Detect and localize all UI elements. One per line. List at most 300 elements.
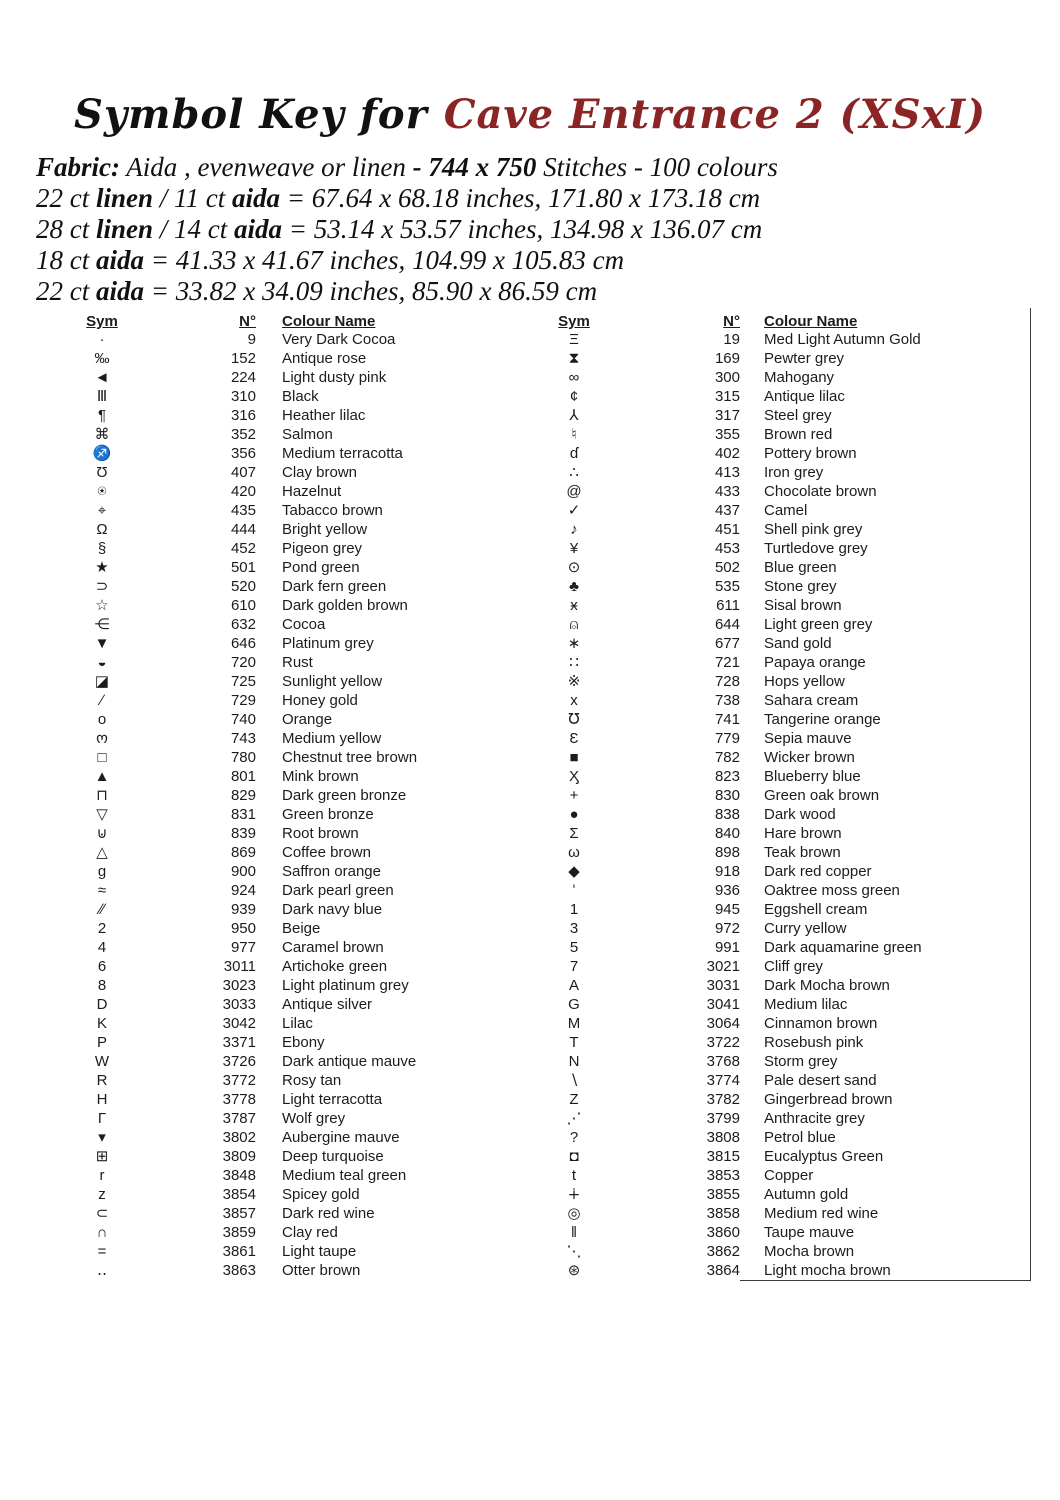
cell-symbol: Σ: [569, 825, 579, 842]
col-header-number: N°: [239, 313, 256, 330]
cell-number: 743: [230, 730, 256, 747]
cell-symbol: ʻ: [572, 882, 576, 899]
table-row: [538, 748, 1031, 767]
table-row: [538, 900, 1031, 919]
cell-number: 677: [714, 635, 740, 652]
cell-colour-name: Rust: [282, 654, 313, 671]
cell-number: 407: [230, 464, 256, 481]
cell-symbol: =: [97, 1243, 107, 1260]
cell-symbol: ▽: [96, 806, 108, 823]
cell-colour-name: Wolf grey: [282, 1110, 346, 1127]
cell-number: 3021: [706, 958, 740, 975]
cell-colour-name: Blue green: [740, 558, 1031, 577]
cell-colour-name: Storm grey: [740, 1052, 1031, 1071]
table-row: [538, 1242, 1031, 1261]
cell-colour-name: Eucalyptus Green: [740, 1147, 1031, 1166]
table-row: [58, 900, 526, 919]
cell-colour-name: Green oak brown: [740, 786, 1031, 805]
cell-number: 452: [230, 540, 256, 557]
table-row: [538, 862, 1031, 881]
cell-symbol: x: [570, 692, 578, 709]
table-row: [538, 368, 1031, 387]
cell-symbol: Γ: [97, 1110, 107, 1127]
cell-symbol: ω: [568, 844, 580, 861]
cell-symbol: ¶: [97, 407, 107, 424]
cell-number: 3774: [706, 1072, 740, 1089]
cell-colour-name: Light platinum grey: [282, 977, 409, 994]
cell-number: 3768: [706, 1053, 740, 1070]
cell-number: 721: [714, 654, 740, 671]
cell-number: 3787: [222, 1110, 256, 1127]
cell-symbol: z: [98, 1186, 106, 1203]
cell-symbol: □: [97, 749, 107, 766]
table-row: [58, 1033, 526, 1052]
cell-colour-name: Stone grey: [740, 577, 1031, 596]
cell-number: 152: [230, 350, 256, 367]
cell-symbol: W: [94, 1053, 110, 1070]
cell-number: 315: [714, 388, 740, 405]
cell-number: 611: [716, 597, 740, 614]
cell-symbol: ◪: [94, 673, 110, 690]
table-row: [58, 1166, 526, 1185]
cell-colour-name: Artichoke green: [282, 958, 388, 975]
cell-symbol: 1: [569, 901, 579, 918]
cell-colour-name: Black: [282, 388, 319, 405]
cell-symbol: 7: [569, 958, 579, 975]
cell-symbol: @: [566, 483, 582, 500]
cell-colour-name: Cinnamon brown: [740, 1014, 1031, 1033]
cell-number: 3862: [706, 1243, 740, 1260]
cell-number: 644: [714, 616, 740, 633]
cell-colour-name: Anthracite grey: [740, 1109, 1031, 1128]
table-row: [538, 425, 1031, 444]
cell-number: 918: [714, 863, 740, 880]
table-row: [538, 1109, 1031, 1128]
cell-symbol: 6: [97, 958, 107, 975]
table-row: [58, 862, 526, 881]
cell-number: 3848: [222, 1167, 256, 1184]
table-row: [538, 1052, 1031, 1071]
table-row: [538, 406, 1031, 425]
title-pattern-name: Cave Entrance 2 (XSxI): [443, 91, 986, 138]
cell-number: 413: [714, 464, 740, 481]
cell-colour-name: Mahogany: [740, 368, 1031, 387]
cell-colour-name: Mocha brown: [740, 1242, 1031, 1261]
table-row: [58, 1185, 526, 1204]
cell-colour-name: Dark pearl green: [282, 882, 394, 899]
table-row: [538, 1033, 1031, 1052]
cell-colour-name: Lilac: [282, 1015, 313, 1032]
table-row: [538, 1090, 1031, 1109]
cell-colour-name: Mink brown: [282, 768, 359, 785]
cell-number: 3863: [222, 1262, 256, 1279]
cell-number: 3042: [222, 1015, 256, 1032]
cell-colour-name: Hops yellow: [740, 672, 1031, 691]
cell-symbol: ⊓: [96, 787, 108, 804]
cell-symbol: §: [97, 540, 107, 557]
cell-colour-name: Dark green bronze: [282, 787, 407, 804]
table-row: [538, 1261, 1031, 1281]
cell-symbol: ∔: [567, 1186, 581, 1203]
table-row: [538, 767, 1031, 786]
table-row: [538, 596, 1031, 615]
cell-colour-name: Honey gold: [282, 692, 358, 709]
cell-symbol: ∞: [568, 369, 580, 386]
table-row: [58, 1261, 526, 1280]
table-row: [58, 1242, 526, 1261]
cell-number: 3778: [222, 1091, 256, 1108]
cell-symbol: ♐: [92, 445, 112, 462]
cell-colour-name: Tangerine orange: [740, 710, 1031, 729]
cell-number: 433: [714, 483, 740, 500]
table-row: [58, 463, 526, 482]
cell-colour-name: Clay brown: [282, 464, 358, 481]
cell-number: 9: [247, 331, 256, 348]
cell-colour-name: Cliff grey: [740, 957, 1031, 976]
table-row: [538, 1204, 1031, 1223]
table-row: [58, 368, 526, 387]
cell-number: 823: [714, 768, 740, 785]
cell-symbol: ⊂: [95, 1205, 109, 1222]
cell-colour-name: Gingerbread brown: [740, 1090, 1031, 1109]
cell-number: 3023: [222, 977, 256, 994]
cell-colour-name: Pale desert sand: [740, 1071, 1031, 1090]
title-prefix: Symbol Key for: [74, 91, 428, 138]
cell-number: 720: [230, 654, 256, 671]
cell-number: 3726: [222, 1053, 256, 1070]
cell-number: 316: [230, 407, 256, 424]
cell-colour-name: Dark red wine: [282, 1205, 375, 1222]
cell-symbol: Ⅲ: [96, 388, 108, 405]
cell-number: 869: [230, 844, 256, 861]
cell-colour-name: Taupe mauve: [740, 1223, 1031, 1242]
cell-number: 831: [230, 806, 256, 823]
cell-symbol: ⌖: [97, 502, 107, 519]
col-header-colour-name: Colour Name: [282, 313, 376, 330]
cell-number: 3782: [706, 1091, 740, 1108]
cell-colour-name: Iron grey: [740, 463, 1031, 482]
cell-symbol: ?: [569, 1129, 579, 1146]
cell-number: 453: [714, 540, 740, 557]
table-row: [58, 748, 526, 767]
cell-symbol: ɗ: [569, 445, 579, 462]
cell-colour-name: Light terracotta: [282, 1091, 383, 1108]
cell-colour-name: Medium yellow: [282, 730, 382, 747]
cell-number: 19: [723, 331, 740, 348]
cell-number: 3861: [222, 1243, 256, 1260]
cell-number: 977: [230, 939, 256, 956]
cell-colour-name: Autumn gold: [740, 1185, 1031, 1204]
cell-symbol: ∕: [100, 692, 104, 709]
cell-colour-name: Shell pink grey: [740, 520, 1031, 539]
cell-number: 741: [714, 711, 740, 728]
cell-colour-name: Sahara cream: [740, 691, 1031, 710]
table-header-row: [58, 308, 526, 330]
fabric-line: Fabric: Aida , evenweave or linen - 744 x 750 Stitches - 100 colours: [36, 152, 778, 182]
table-row: [58, 1223, 526, 1242]
cell-number: 356: [230, 445, 256, 462]
table-row: [538, 501, 1031, 520]
cell-symbol: +: [569, 787, 579, 804]
table-row: [58, 1128, 526, 1147]
cell-number: 355: [714, 426, 740, 443]
cell-number: 451: [714, 521, 740, 538]
cell-number: 502: [714, 559, 740, 576]
table-row: [58, 425, 526, 444]
table-row: [58, 881, 526, 900]
cell-number: 939: [230, 901, 256, 918]
cell-number: 3859: [222, 1224, 256, 1241]
cell-colour-name: Light green grey: [740, 615, 1031, 634]
cell-colour-name: Copper: [740, 1166, 1031, 1185]
cell-symbol: r: [99, 1167, 105, 1184]
cell-symbol: ⊞: [95, 1148, 109, 1165]
cell-symbol: ▲: [94, 768, 110, 785]
table-row: [538, 938, 1031, 957]
cell-symbol: ⊛: [567, 1262, 581, 1280]
cell-number: 300: [714, 369, 740, 386]
cell-colour-name: Antique rose: [282, 350, 367, 367]
cell-number: 728: [714, 673, 740, 690]
table-header-row: [538, 308, 1031, 330]
table-row: [58, 786, 526, 805]
page-title: [0, 92, 1060, 138]
cell-colour-name: Clay red: [282, 1224, 338, 1241]
cell-symbol: ⍝: [569, 616, 579, 633]
table-row: [538, 615, 1031, 634]
cell-colour-name: Medium red wine: [740, 1204, 1031, 1223]
cell-number: 535: [714, 578, 740, 595]
cell-symbol: ∕∕: [99, 901, 105, 918]
cell-symbol: ✓: [567, 502, 581, 519]
cell-number: 3031: [706, 977, 740, 994]
cell-symbol: ◄: [94, 369, 110, 386]
cell-colour-name: Aubergine mauve: [282, 1129, 400, 1146]
cell-colour-name: Light dusty pink: [282, 369, 387, 386]
table-row: [58, 919, 526, 938]
cell-symbol: Z: [569, 1091, 579, 1108]
cell-number: 3855: [706, 1186, 740, 1203]
cell-number: 3857: [222, 1205, 256, 1222]
table-row: [538, 634, 1031, 653]
cell-colour-name: Very Dark Cocoa: [282, 331, 396, 348]
cell-number: 3041: [706, 996, 740, 1013]
table-row: [58, 995, 526, 1014]
cell-symbol: ∩: [96, 1224, 108, 1241]
cell-colour-name: Sand gold: [740, 634, 1031, 653]
cell-number: 501: [230, 559, 256, 576]
table-row: [538, 1128, 1031, 1147]
cell-number: 782: [714, 749, 740, 766]
cell-number: 632: [230, 616, 256, 633]
table-row: [538, 577, 1031, 596]
cell-number: 435: [230, 502, 256, 519]
cell-colour-name: Hazelnut: [282, 483, 342, 500]
cell-number: 352: [230, 426, 256, 443]
cell-symbol: ●: [569, 806, 579, 823]
cell-colour-name: Sisal brown: [740, 596, 1031, 615]
cell-symbol: g: [97, 863, 107, 880]
cell-symbol: ⋲: [94, 616, 110, 633]
cell-symbol: ∗: [567, 635, 581, 652]
cell-number: 420: [230, 483, 256, 500]
cell-symbol: ▾: [98, 1129, 106, 1146]
cell-symbol: Ξ: [569, 331, 579, 348]
table-row: [58, 406, 526, 425]
cell-number: 3722: [706, 1034, 740, 1051]
cell-number: 950: [230, 920, 256, 937]
table-row: [538, 995, 1031, 1014]
table-row: [58, 539, 526, 558]
table-row: [58, 558, 526, 577]
symbol-table-right: [538, 308, 1031, 1281]
cell-colour-name: Orange: [282, 711, 333, 728]
cell-symbol: ☆: [95, 597, 109, 614]
table-row: [538, 387, 1031, 406]
cell-symbol: N: [568, 1053, 580, 1070]
table-row: [538, 881, 1031, 900]
cell-symbol: ⊍: [96, 825, 108, 842]
col-header-sym: Sym: [558, 313, 590, 330]
cell-symbol: ■: [569, 749, 579, 766]
table-row: [538, 710, 1031, 729]
cell-symbol: K: [96, 1015, 107, 1032]
cell-number: 936: [714, 882, 740, 899]
cell-number: 839: [230, 825, 256, 842]
cell-colour-name: Green bronze: [282, 806, 374, 823]
table-row: [58, 1204, 526, 1223]
cell-symbol: ◒: [97, 654, 107, 671]
table-row: [58, 615, 526, 634]
cell-number: 725: [230, 673, 256, 690]
cell-symbol: ⋱: [566, 1243, 582, 1260]
table-row: [58, 729, 526, 748]
cell-number: 3011: [223, 958, 256, 975]
cell-colour-name: Dark fern green: [282, 578, 387, 595]
table-row: [538, 976, 1031, 995]
cell-number: 3064: [706, 1015, 740, 1032]
cell-symbol: ӿ: [570, 597, 578, 614]
cell-colour-name: Pigeon grey: [282, 540, 363, 557]
cell-colour-name: Saffron orange: [282, 863, 381, 880]
cell-symbol: P: [96, 1034, 107, 1051]
cell-number: 646: [230, 635, 256, 652]
cell-colour-name: Antique silver: [282, 996, 373, 1013]
cell-colour-name: Dark golden brown: [282, 597, 408, 614]
cell-symbol: ▼: [94, 635, 110, 652]
table-row: [538, 1071, 1031, 1090]
cell-symbol: t: [571, 1167, 577, 1184]
table-row: [58, 1071, 526, 1090]
cell-colour-name: Rosy tan: [282, 1072, 342, 1089]
table-row: [58, 843, 526, 862]
cell-symbol: M: [567, 1015, 581, 1032]
cell-symbol: ∖: [569, 1072, 579, 1089]
cell-symbol: ★: [95, 559, 109, 576]
table-row: [538, 919, 1031, 938]
cell-number: 3864: [706, 1262, 740, 1280]
cell-colour-name: Pewter grey: [740, 349, 1031, 368]
cell-number: 3853: [706, 1167, 740, 1184]
cell-symbol: 2: [97, 920, 107, 937]
table-row: [538, 520, 1031, 539]
table-row: [58, 1090, 526, 1109]
cell-colour-name: Dark navy blue: [282, 901, 383, 918]
cell-number: 169: [714, 350, 740, 367]
table-row: [58, 1014, 526, 1033]
cell-colour-name: Rosebush pink: [740, 1033, 1031, 1052]
cell-symbol: ‰: [94, 350, 110, 367]
fabric-info: [36, 152, 1036, 307]
cell-colour-name: Chocolate brown: [740, 482, 1031, 501]
fabric-line: 18 ct aida = 41.33 x 41.67 inches, 104.99 x 105.83 cm: [36, 245, 625, 275]
cell-number: 729: [230, 692, 256, 709]
cell-number: 437: [714, 502, 740, 519]
cell-number: 317: [714, 407, 740, 424]
cell-colour-name: Eggshell cream: [740, 900, 1031, 919]
cell-symbol: T: [569, 1034, 579, 1051]
cell-symbol: ¥: [569, 540, 579, 557]
cell-colour-name: Dark Mocha brown: [740, 976, 1031, 995]
cell-colour-name: Medium terracotta: [282, 445, 403, 462]
cell-symbol: ※: [567, 673, 581, 690]
table-row: [58, 805, 526, 824]
cell-colour-name: Blueberry blue: [740, 767, 1031, 786]
cell-symbol: 3: [569, 920, 579, 937]
cell-symbol: ⌘: [94, 426, 110, 443]
cell-symbol: △: [96, 844, 108, 861]
cell-number: 3809: [222, 1148, 256, 1165]
cell-colour-name: Teak brown: [740, 843, 1031, 862]
cell-number: 224: [230, 369, 256, 386]
cell-symbol: ⅄: [569, 407, 579, 424]
cell-symbol: ∷: [569, 654, 579, 671]
cell-symbol: ¢: [569, 388, 579, 405]
table-row: [538, 444, 1031, 463]
cell-number: 801: [230, 768, 256, 785]
cell-colour-name: Curry yellow: [740, 919, 1031, 938]
table-row: [538, 1223, 1031, 1242]
table-row: [58, 1147, 526, 1166]
cell-number: 838: [714, 806, 740, 823]
table-row: [538, 957, 1031, 976]
cell-symbol: Ω: [96, 521, 108, 538]
cell-symbol: ⧗: [568, 350, 580, 367]
cell-symbol: H: [96, 1091, 108, 1108]
table-row: [58, 653, 526, 672]
col-header-colour-name: Colour Name: [740, 308, 1031, 330]
table-row: [58, 938, 526, 957]
cell-colour-name: Wicker brown: [740, 748, 1031, 767]
cell-colour-name: Brown red: [740, 425, 1031, 444]
cell-symbol: ∴: [569, 464, 579, 481]
cell-colour-name: Beige: [282, 920, 321, 937]
cell-number: 3858: [706, 1205, 740, 1222]
cell-colour-name: Dark wood: [740, 805, 1031, 824]
table-row: [538, 786, 1031, 805]
cell-number: 740: [230, 711, 256, 728]
table-row: [58, 482, 526, 501]
cell-number: 520: [230, 578, 256, 595]
cell-symbol: ℧: [568, 711, 580, 728]
table-row: [538, 824, 1031, 843]
table-row: [58, 976, 526, 995]
cell-number: 310: [230, 388, 256, 405]
cell-number: 991: [714, 939, 740, 956]
table-row: [58, 330, 526, 349]
cell-symbol: o: [97, 711, 107, 728]
cell-colour-name: Dark aquamarine green: [740, 938, 1031, 957]
